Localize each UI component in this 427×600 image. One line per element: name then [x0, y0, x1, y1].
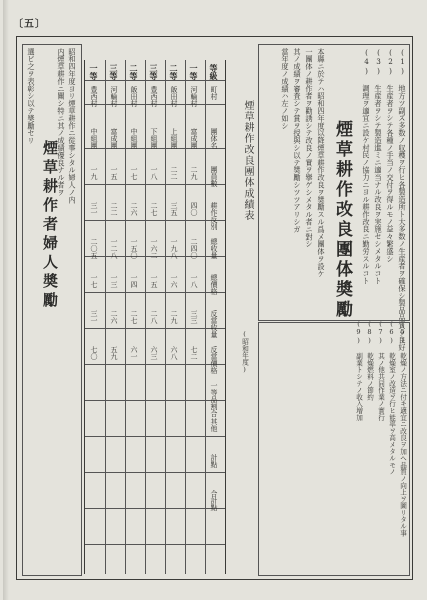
table-cell-group: 富成團 [190, 128, 198, 149]
table-cell-value: 五九 [110, 346, 118, 360]
table-cell-value: 一四 [130, 274, 138, 288]
col-header-area: 耕作反別 [210, 202, 218, 230]
table-cell-rank: 二等 [129, 64, 139, 80]
section-title-women-award: 煙草耕作者婦人奬勵 [41, 140, 59, 311]
table-cell-value: 六八 [170, 346, 178, 360]
table-cell-rank: 二等 [169, 64, 179, 80]
table-cell-value: 一二八 [110, 238, 118, 259]
col-header-total: 合計點 [210, 490, 218, 511]
col-header-group: 團体名 [210, 128, 218, 149]
note-7: (7) 其ノ他共同作業ノ實行 [376, 320, 385, 421]
table-cell-value: 二四〇 [190, 238, 198, 259]
table-cell-town: 豊西村 [150, 86, 158, 107]
table-cell-value: 二〇五 [90, 238, 98, 259]
table-cell-town: 豊西村 [90, 86, 98, 107]
col-header-points: 計點 [210, 454, 218, 468]
table-cell-town: 飯田村 [130, 86, 138, 107]
table-cell-value: 三一 [90, 202, 98, 216]
paragraph-3: 其ノ成績ヲ審査シテ賞ヲ授與シ以テ奬勵シツツアリシガ [293, 48, 302, 233]
table-note: (昭和年度) [240, 330, 249, 374]
table-cell-town: 飯田村 [170, 86, 178, 107]
col-header-other: 其他 [210, 418, 218, 432]
note-5: (5) 乾燥ノ方法ニ付キ適宜ニ改良ヲ加ヘ品質ノ向上ヲ圖リタル事 [398, 320, 407, 537]
table-cell-value: 一六二 [150, 238, 158, 259]
table-cell-value: 一九 [90, 166, 98, 180]
col-header-first-grade: 一等品割合 [210, 382, 218, 417]
item-3: (3) 生産者ヲシテ製造進ミニ適当ナル改良ヲ実施セシメタルコト [374, 48, 383, 285]
table-cell-group: 富成團 [110, 128, 118, 149]
table-heading: 煙草耕作改良團体成績表 [242, 100, 253, 221]
table-cell-rank: 一等 [89, 64, 99, 80]
table-cell-value: 二九 [170, 310, 178, 324]
table-cell-value: 一八 [150, 166, 158, 180]
table-cell-value: 四〇 [190, 202, 198, 216]
item-4: (4) 調理ヲ適宜ニ設ケ村民ノ協力ニヨル耕作改良ニ勤労スルコト [362, 48, 371, 285]
lower-right-box [258, 322, 410, 576]
table-cell-value: 六一 [130, 346, 138, 360]
item-2: (2) 生産者ヲシテ各種ノ手当ノ交付ヲ得ルモノ益々繁盛シ [386, 48, 395, 263]
left-intro-2: 内煙草耕作ニ關シ特ニ其ノ成績優良ナル者ヲ [57, 48, 66, 196]
left-intro-1: 昭和四年度ヨリ煙草耕作ニ從事シタル婦人ノ内 [68, 48, 77, 204]
upper-right-box [258, 44, 410, 352]
paragraph-1: 本縣ニ於テハ昭和四年度以降煙草耕作改良ヲ奬勵スル爲メ團体ヲ設ケ [317, 48, 326, 278]
page-number: 〔五〕 [13, 19, 46, 30]
table-cell-value: 二二 [110, 202, 118, 216]
paragraph-2: 一團体ノ耕作者ヲ勸誘シテ改良ノ實ヲ擧ゲシメタル者ニ對シ [305, 48, 314, 248]
col-header-yield: 總收量 [210, 238, 218, 259]
table-cell-value: 三一 [90, 310, 98, 324]
item-1: (1) 地方ツ副ズ多数ノ収穫ヲ行ヒ各製造所ト大多数ノ生産者ヲ確保シ製品品質ヲ良好 [398, 48, 407, 352]
table-cell-value: 三三 [190, 310, 198, 324]
table-cell-value: 二六 [110, 310, 118, 324]
col-header-town: 町村 [210, 86, 218, 100]
table-cell-value: 六三 [150, 346, 158, 360]
table-cell-rank: 一等 [189, 64, 199, 80]
table-cell-value: 七二 [190, 346, 198, 360]
table-cell-rank: 三等 [109, 64, 119, 80]
col-header-value-per: 反當價格 [210, 346, 218, 374]
table-cell-value: 一五 [110, 166, 118, 180]
table-cell-rank: 三等 [149, 64, 159, 80]
table-cell-group: 中組團 [130, 128, 138, 149]
page-fold-shadow [3, 0, 9, 600]
table-cell-town: 河輪村 [190, 86, 198, 107]
table-cell-value: 一六 [170, 274, 178, 288]
table-cell-value: 三五 [170, 202, 178, 216]
table-cell-value: 一八 [190, 274, 198, 288]
col-header-value: 總價格 [210, 274, 218, 295]
table-cell-value: 七〇 [90, 346, 98, 360]
col-header-members: 團員數 [210, 166, 218, 187]
table-cell-value: 二七 [150, 202, 158, 216]
table-cell-value: 二二 [170, 166, 178, 180]
table-cell-value: 二七 [130, 310, 138, 324]
table-cell-value: 二八 [150, 310, 158, 324]
left-intro-3: 選ビ之ヲ表彰シ以テ奬勵セリ [27, 48, 36, 145]
table-cell-group: 下組團 [150, 128, 158, 149]
table-cell-value: 一九八 [170, 238, 178, 259]
col-header-rank: 等級 [209, 64, 219, 80]
note-8: (8) 乾燥燃料ノ節約 [365, 320, 374, 401]
note-9: (9) 副業トシテノ收入増加 [354, 320, 363, 421]
table-cell-group: 上組團 [170, 128, 178, 149]
table-cell-group: 中組團 [90, 128, 98, 149]
table-cell-town: 河輪村 [110, 86, 118, 107]
table-cell-value: 一七 [90, 274, 98, 288]
note-6: (6) 乾燥室ノ改造ヲ行ヒ能率ヲ高メタルモノ [387, 320, 396, 476]
col-header-yield-per: 反當收量 [210, 310, 218, 338]
paragraph-4: 當年度ノ成績ハ左ノ如シ [281, 48, 290, 130]
table-cell-value: 二六 [130, 202, 138, 216]
table-cell-value: 一五 [150, 274, 158, 288]
table-cell-value: 一七 [130, 166, 138, 180]
table-cell-value: 二九 [190, 166, 198, 180]
table-cell-value: 一三 [110, 274, 118, 288]
section-title-group-award: 煙草耕作改良團体奬勵 [332, 120, 352, 320]
table-cell-value: 一五〇 [130, 238, 138, 259]
